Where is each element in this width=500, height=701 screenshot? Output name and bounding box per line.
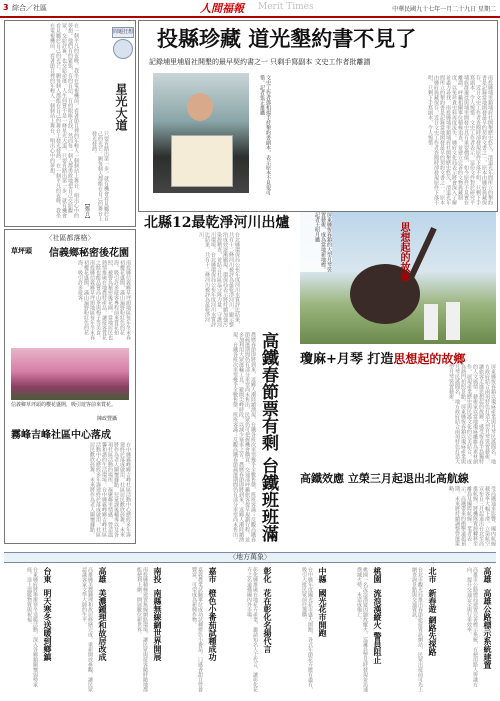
person-right (446, 302, 460, 340)
local-news-region: 中縣 (318, 567, 327, 583)
local-news-body: 高雄市公路總局建置完善標示系統，方便用路人辨識方向，提升交通安全與行車效率。 (466, 567, 478, 687)
local-news-region: 嘉市 (208, 567, 217, 583)
local-news-item (389, 565, 441, 697)
local-news-body: 高雄縣美濃鍾理和故居修繕完成，重新開放參觀，讓民眾認識客家文學大師的生平。 (81, 567, 93, 692)
issue-date: 中華民國九十七年一月二十九日 星期二 (392, 6, 496, 13)
qiong-title-tail: 思想起的故鄉 (393, 352, 466, 366)
column-box (4, 20, 136, 227)
column-author: 【鄭百】 (84, 201, 90, 221)
column-body-tail: 只要肯踏出第一步，就有機會看見屬於自己的光芒。願每個人都能在自己的舞台上發光發熱。 (91, 131, 109, 221)
portrait-face (187, 93, 213, 121)
main-story-title: 投縣珍藏 道光墾約書不見了 (157, 26, 417, 51)
local-news-title: 橙色小番茄試種成功 (208, 589, 217, 661)
masthead (0, 0, 500, 18)
local-news-region: 高雄 (483, 567, 492, 583)
hsr-story-body: 農曆春節即將到來，返鄉人潮陸續湧現，台鐵各班次車票幾乎全數售罄，班班客滿；反觀高鐵春節疏運期間仍有部分車票尚未售出，民眾仍可把握機會購買。交通部呼籲旅客提早規劃行程，並多加利用大眾運輸工具，避開尖峰時段，以減少塞車之苦。農曆春節即將到來，返鄉人潮陸續湧現，台鐵各班次車票幾乎全數售罄，班班客滿；反觀高鐵春節疏運期間仍有部分車票尚未售出。 (232, 332, 256, 542)
local-news-region: 南投 (153, 567, 162, 583)
local-news-item (59, 565, 111, 697)
column-tag: 問題狂想 (112, 27, 134, 38)
local-news-item (169, 565, 221, 697)
main-story-photo (153, 73, 249, 193)
story2-body: 台中縣霧峰鄉吉峰社區活動中心歷經多年籌建終於落成啟用，社區居民歡欣鼓舞，未來將作為老人關懷據點、兒童課後輔導以及各項社區活動的場所，凝聚鄰里情感，營造溫馨和諧的生活環境。台中縣霧峰鄉吉峰社區活動中心歷經多年籌建終於落成啟用，社區居民歡欣鼓舞，未來將作為老人關懷據點。 (89, 442, 131, 537)
community-box (4, 229, 136, 544)
hsr-story-title: 高鐵春節票有剩 台鐵班班滿 (258, 332, 278, 542)
local-news-title: 新春遊 網路先探路 (428, 589, 437, 656)
page-number: 3 (3, 3, 9, 12)
local-news-bar (4, 552, 496, 563)
community-header: 〈社區都落格〉 (45, 234, 95, 242)
local-news-title: 花在彰化名揚代言 (263, 589, 272, 653)
story1-body: 南投縣信義鄉草坪頭地區每年冬末春初櫻花盛開，滿山遍野粉紅色的花海，吸引許多遊客專程前來賞花拍照，被譽為秘密後花園。當地居民也熱情推廣在地農特產品，讓遊客賞花之餘也能品嘗高山茶與梅子等美食。南投縣信義鄉草坪頭地區每年冬末春初櫻花盛開，滿山遍野粉紅色的花海，吸引許多遊客。 (77, 260, 131, 340)
local-news-region: 台東 (43, 567, 52, 583)
local-news-body: 嘉義農業試驗單位成功試種橙色小番茄，口感香甜且營養豐富，可望成為新興作物。 (191, 567, 203, 692)
local-news-title: 南縣無線網世界開展 (153, 589, 162, 661)
qiong-story-body: 屏東縣恆春鎮以瓊麻產業與月琴民謠聞名，地方政府結合兩項特色打造大型月琴裝置藝術，讓旅客走進思想起的故鄉，感受恆春半島獨特的人文風情。藝術家以當地瓊麻纖維為素材創作，展現產業歷史與民謠文化的完美結合，成為熱門拍照景點。屏東縣恆春鎮以瓊麻產業與月琴民謠聞名，地方政府結合兩項特色打造大型月琴裝置藝術。 (448, 364, 496, 464)
local-news-item (224, 565, 276, 697)
qiong-title-main: 瓊麻+月琴 打造 (300, 352, 394, 367)
story1-byline: 草坪頭 (11, 247, 32, 255)
local-news-body: 桃園一名流浪漢疑因細故縱火，巡邏員警及時發現並迅速撲滅火勢，未造成傷亡。 (356, 567, 368, 692)
column-title: 星光大道 (114, 83, 128, 131)
local-news-region: 彰化 (263, 567, 272, 583)
taipei-story-body: 台北縣環保局公布年度河川水質評比結果，共有十二條河川被評為最乾淨河川，顯示整治成效逐漸顯現。環保局表示將持續加強污染源稽查，並結合社區巡守隊力量，守護河川環境。台北縣環保局公布年度河川水質評比結果，共有十二條河川被評為最乾淨河川。 (198, 232, 240, 327)
story1-title: 信義鄉秘密後花園 (49, 248, 129, 259)
local-news-grid (4, 565, 496, 697)
brand-chinese: 人間福報 (200, 2, 244, 15)
community-photo-credit: 陳政豐攝 (97, 416, 118, 422)
local-news-body: 台北市觀光局推出春節旅遊資訊網站，民眾出遊前可先上網查詢景點與交通資訊。 (411, 567, 423, 692)
main-story-subtitle: 記錄埔里埔眉社開墾的最早契約書之一 只剩手寫副本 文史工作者批離譜 (149, 58, 371, 66)
document-sheet (171, 135, 233, 187)
local-news-title: 高雄公路標示系統建置 (483, 589, 492, 669)
person-left (424, 304, 438, 340)
local-news-title: 流浪漢縱火 警員阻止 (373, 589, 382, 664)
hsr-effect-body: 受高鐵通車影響，國內航線載客率大幅下滑，立榮航空宣布自三月起退出台北至高雄航線，將機隊資源轉移至離島及國際航線。業者表示，高鐵帶來的衝擊遠超預期，未來將持續調整營運策略。 (448, 486, 496, 546)
local-news-title: 明天寒冬送暖到鄉鎮 (43, 589, 52, 661)
brand-english: Merit Times (258, 2, 314, 12)
hsr-effect-title: 高鐵效應 立榮三月起退出北高航線 (300, 472, 469, 485)
local-news-item (4, 565, 56, 697)
taipei-story-title: 北縣12最乾淨河川出爐 (144, 215, 290, 231)
local-news-region: 桃園 (373, 567, 382, 583)
local-news-body: 台中縣年度國光花市盛大開跑，各式年節花卉應有盡有，吸引大批民眾前往選購。 (301, 567, 313, 692)
local-news-title: 美濃鍾理和故居改成 (98, 589, 107, 661)
local-news-body: 彰化縣推廣在地花卉產業，邀請知名人士代言，讓彰化花卉之名遠播國內外市場。 (246, 567, 258, 692)
cherry-blossom-photo (11, 348, 129, 400)
local-news-item (114, 565, 166, 697)
local-news-region: 高雄 (98, 567, 107, 583)
local-news-item (444, 565, 496, 697)
column-body: 在一個平凡的夜晚，我坐在電視機前，看著節目裡的年輕人一個個站上舞台，唱出心中的夢想。他們有的緊張，有的自信，有的眼眶含淚，然而每一個人都勇敢地把自己交給觀眾，交給評審，也交給命運。人生何嘗不是一條星光大道，只要肯踏出第一步，就有機會看見屬於自己的光芒。願每個人都能在自己的舞台上發光發熱。在一個平凡的夜晚，我坐在電視機前，看著節目裡的年輕人一個個站上舞台，唱出心中的夢想。 (49, 23, 79, 218)
yueqin-photo-label: 思想起的故鄉 (398, 222, 409, 282)
local-news-item (279, 565, 331, 697)
main-story-body: 南投縣埔里鎮埔眉社開墾歷史悠久，清道光年間所立的墾約書是記錄當地開發最早的契約文書之一，原本由縣府典藏保存，近日文史工作者查閱時卻發現原件下落不明，只剩下手寫副本，令人惋惜。文史工作者表示，這份文件對於研究平埔族群遷徙與埔里開發史具有重要價值，如今原件不見實在離譜，呼籲相關單位積極追查，並建立完善的文物典藏制度，以免珍貴史料再度流失。縣府文化局表示將會深入了解並盡力尋找。南投縣埔里鎮埔眉社開墾歷史悠久，清道光年間所立的墾約書是記錄當地開發最早的契約文書之一，原本由縣府典藏保存，近日文史工作者查閱時卻發現原件下落不明，只剩下手寫副本，令人惋惜。 (427, 75, 493, 205)
main-photo-caption: 文史工作者鄧相揚手持墾約書副本，表示原本不見很可惜。記者張正雄攝 (259, 75, 271, 195)
local-news-item (334, 565, 386, 697)
newspaper-brand (200, 0, 330, 14)
section-label: 綜合／社區 (12, 4, 47, 12)
local-news-title: 國光花市開跑 (318, 589, 327, 637)
community-photo-caption: 信義鄉草坪頭的櫻花盛開，吸引遊客前來賞花。 (11, 402, 117, 408)
local-news-body: 南投縣積極建置無線網路環境，讓民眾與遊客隨時隨地都能便利上網，開展數位新世界。 (136, 567, 148, 692)
local-news-header: 〈地方萬象〉 (229, 553, 271, 561)
column-logo-icon (113, 39, 133, 59)
main-story-box (138, 20, 498, 212)
yueqin-photo-caption: 屏東縣恆春鎮的大型月琴裝置藝術，成為當地新地標。記者王昭月攝 (300, 212, 332, 272)
local-news-region: 北市 (428, 567, 437, 583)
story2-title: 霧峰吉峰社區中心落成 (11, 430, 111, 441)
local-news-body: 台東縣府將舉辦寒冬送暖活動，深入各鄉鎮關懷弱勢家庭，送上溫暖物資與祝福。 (26, 567, 38, 687)
